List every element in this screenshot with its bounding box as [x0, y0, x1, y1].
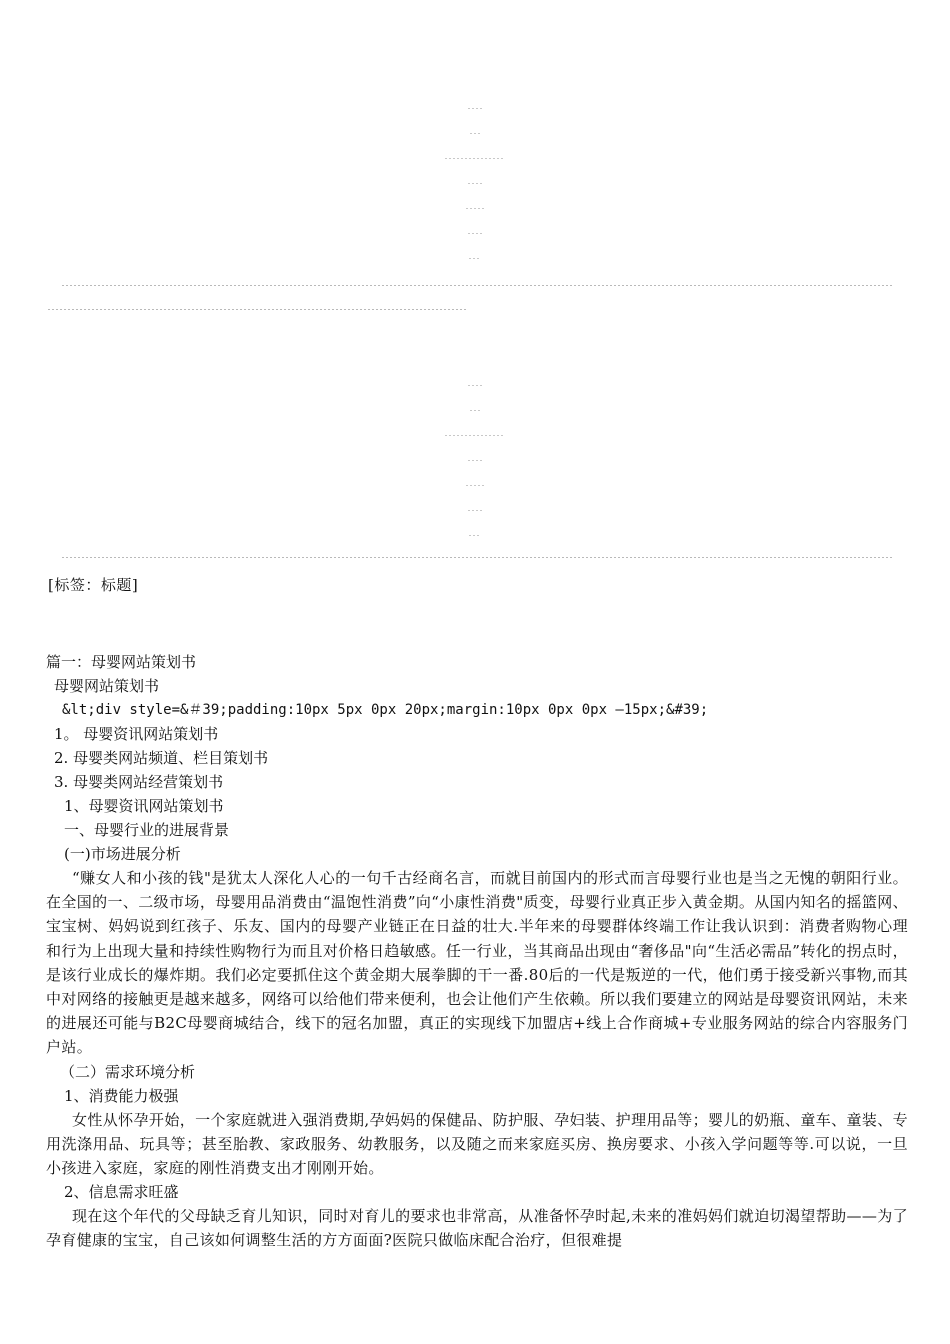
- article-heading: 篇一：母婴网站策划书: [46, 653, 197, 671]
- document-body: [46, 650, 908, 1253]
- paragraph-consumption: 女性从怀孕开始，一个家庭就进入强消费期,孕妈妈的保健品、防护服、孕妇装、护理用品等；婴儿的奶瓶、童车、童装、专用洗涤用品、玩具等；甚至胎教、家政服务、幼教服务，以及随之而来家庭买房、换房要求、小孩入学问题等等.可以说，一旦小孩进入家庭，家庭的刚性消费支出才刚刚开始。: [46, 1110, 908, 1178]
- paragraph-information: 现在这个年代的父母缺乏育儿知识，同时对育儿的要求也非常高，从准备怀孕时起,未来的准妈妈们就迫切渴望帮助——为了孕育健康的宝宝，自己该如何调整生活的方方面面?医院只做临床配合治疗，但很难提: [46, 1207, 908, 1250]
- toc-item-3: 3. 母婴类网站经营策划书: [54, 773, 224, 791]
- dotted-rule-2: [48, 309, 466, 310]
- dotted-rule-1: [62, 285, 892, 286]
- section-heading-2: 一、母婴行业的进展背景: [64, 821, 230, 839]
- subsection-heading-demand: （二）需求环境分析: [60, 1062, 196, 1081]
- tag-line: [标签：标题]: [48, 576, 139, 594]
- toc-item-2: 2. 母婴类网站频道、栏目策划书: [54, 749, 269, 767]
- paragraph-market-analysis: “赚女人和小孩的钱"是犹太人深化人心的一句千古经商名言，而就目前国内的形式而言母婴行业也是当之无愧的朝阳行业。在全国的一、二级市场，母婴用品消费由“温饱性消费”向“小康性消费"质变，母婴行业真正步入黄金期。从国内知名的摇篮网、宝宝树、妈妈说到红孩子、乐友、国内的母婴产业链正在日益的壮大.半年来的母婴群体终端工作让我认识到：消费者购物心理和行为上出现大量和持续性购物行为而且对价格日趋敏感。任一行业，当其商品出现由“奢侈品"向“生活必需品”转化的拐点时，是该行业成长的爆炸期。我们必定要抓住这个黄金期大展拳脚的干一番.80后的一代是叛逆的一代，他们勇于接受新兴事物,而其中对网络的接触更是越来越多，网络可以给他们带来便利，也会让他们产生依赖。所以我们要建立的网站是母婴资讯网站，未来的进展还可能与B2C母婴商城结合，线下的冠名加盟，真正的实现线下加盟店+线上合作商城+专业服务网站的综合内容服务门户站。: [46, 869, 908, 1057]
- point-heading-consumption: 1、消费能力极强: [64, 1086, 179, 1105]
- micro-header-block-bottom: [0, 385, 950, 536]
- section-heading-1: 1、母婴资讯网站策划书: [64, 797, 224, 815]
- dotted-rule-3: [62, 557, 892, 558]
- toc-item-1: 1。 母婴资讯网站策划书: [54, 725, 219, 743]
- article-title: 母婴网站策划书: [54, 677, 160, 695]
- point-heading-information: 2、信息需求旺盛: [64, 1183, 179, 1202]
- subsection-heading-market: (一)市场进展分析: [64, 845, 181, 863]
- html-code-line: &lt;div style=&＃39;padding:10px 5px 0px 20px;margin:10px 0px 0px —15px;&#39;: [62, 702, 709, 718]
- micro-header-block-top: [0, 108, 950, 259]
